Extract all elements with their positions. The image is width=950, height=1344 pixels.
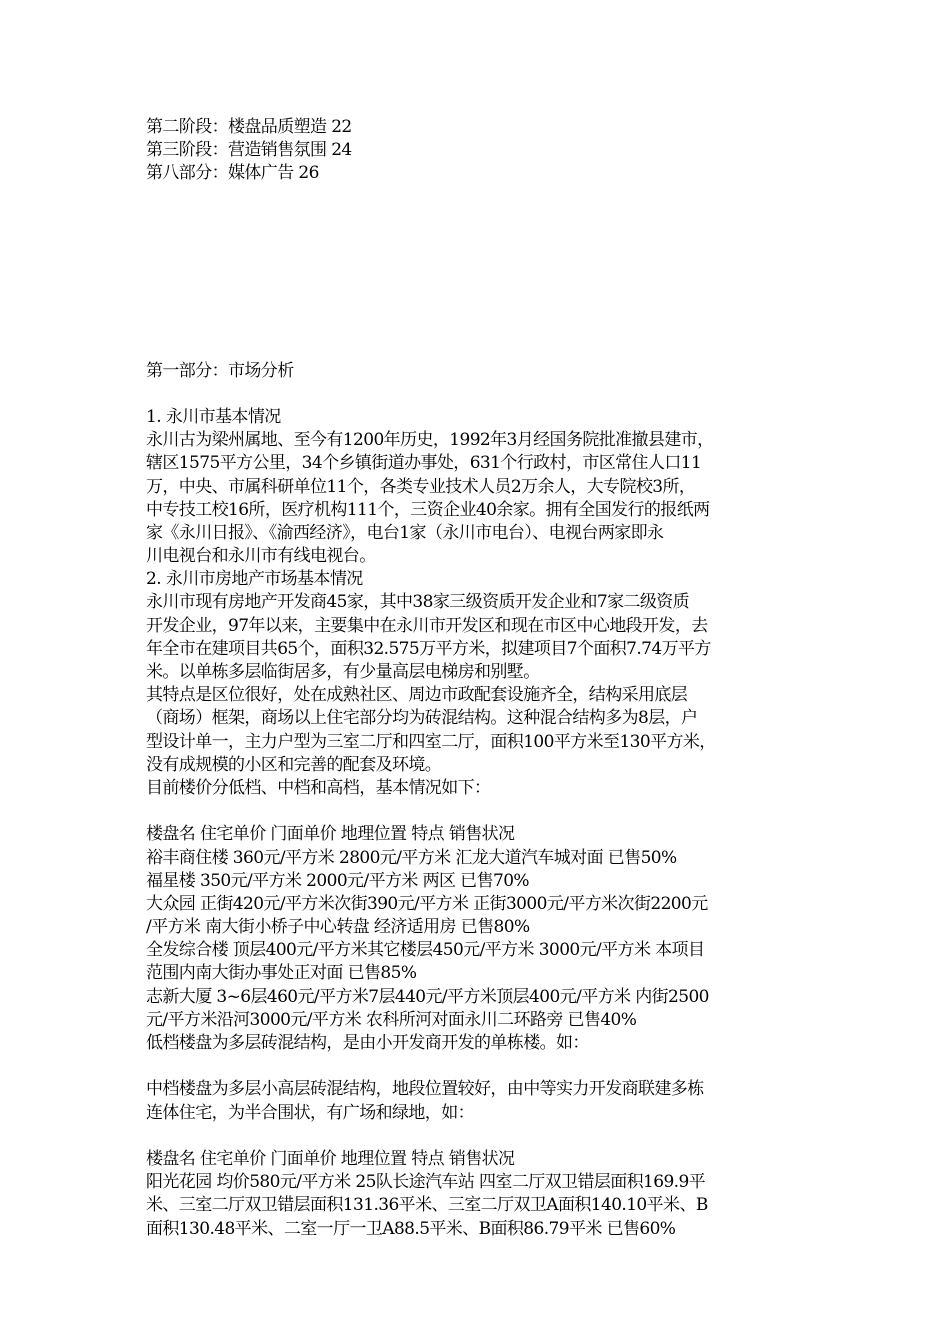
paragraph-line: 辖区1575平方公里，34个乡镇街道办事处，631个行政村，市区常住人口11 [146,453,702,474]
toc-entry[interactable]: 第三阶段：营造销售氛围 24 [146,140,352,161]
table-row: 大众园 正街420元/平方米次街390元/平方米 正街3000元/平方米次街2200元 [146,893,708,914]
paragraph-line: 目前楼价分低档、中档和高档，基本情况如下： [146,777,491,798]
paragraph-line: 万，中央、市属科研单位11个，各类专业技术人员2万余人，大专院校3所， [146,476,696,497]
document-page [146,116,816,1241]
table-row: 米、三室二厅双卫错层面积131.36平米、三室二厅双卫A面积140.10平米、B [146,1195,708,1216]
paragraph-line: 没有成规模的小区和完善的配套及环境。 [146,754,442,775]
table-row: /平方米 南大街小桥子中心转盘 经济适用房 已售80% [146,917,530,938]
table-row: 面积130.48平米、二室一厅一卫A88.5平米、B面积86.79平米 已售60% [146,1218,676,1239]
table-row: 裕丰商住楼 360元/平方米 2800元/平方米 汇龙大道汽车城对面 已售50% [146,847,677,868]
paragraph-line: 永川古为梁州属地、至今有1200年历史，1992年3月经国务院批准撤县建市， [146,430,714,451]
paragraph-line: 家《永川日报》、《渝西经济》，电台1家（永川市电台）、电视台两家即永 [146,522,664,543]
table-row: 元/平方米沿河3000元/平方米 农科所河对面永川二环路旁 已售40% [146,1009,637,1030]
paragraph-line: （商场）框架，商场以上住宅部分均为砖混结构。这种混合结构多为8层，户 [146,708,698,729]
property-table-mid [146,1148,816,1241]
section-heading: 2. 永川市房地产市场基本情况 [146,569,363,590]
table-row: 阳光花园 均价580元/平方米 25队长途汽车站 四室二厅双卫错层面积169.9平 [146,1172,706,1193]
table-row: 志新大厦 3~6层460元/平方米7层440元/平方米顶层400元/平方米 内街2500 [146,986,709,1007]
property-table-low [146,823,816,1032]
paragraph-line: 米。以单栋多层临街居多，有少量高层电梯房和别墅。 [146,662,540,682]
paragraph-line: 开发企业，97年以来，主要集中在永川市开发区和现在市区中心地段开发，去 [146,615,708,636]
section-basic-info [146,406,816,568]
paragraph-line: 连体住宅，为半合围状，有广场和绿地，如： [146,1102,474,1123]
table-row: 范围内南大街办事处正对面 已售85% [146,963,417,984]
table-row: 福星楼 350元/平方米 2000元/平方米 两区 已售70% [146,870,529,891]
toc-entry[interactable]: 第二阶段：楼盘品质塑造 22 [146,117,352,137]
table-row: 全发综合楼 顶层400元/平方米其它楼层450元/平方米 3000元/平方米 本项目 [146,940,705,961]
paragraph-line: 中专技工校16所，医疗机构111个，三资企业40余家。拥有全国发行的报纸两 [146,499,710,520]
table-of-contents [146,116,816,186]
paragraph-line: 其特点是区位很好，处在成熟社区、周边市政配套设施齐全，结构采用底层 [146,685,688,706]
mid-grade-note [146,1078,816,1124]
section-real-estate-market [146,568,816,800]
section-heading: 1. 永川市基本情况 [146,406,281,427]
spacer [146,1125,816,1148]
table-header: 楼盘名 住宅单价 门面单价 地理位置 特点 销售状况 [146,1148,515,1169]
low-grade-note: 低档楼盘为多层砖混结构，是由小开发商开发的单栋楼。如： [146,1033,589,1053]
paragraph-line: 型设计单一，主力户型为三室二厅和四室二厅，面积100平方米至130平方米， [146,731,716,752]
paragraph-line: 中档楼盘为多层小高层砖混结构，地段位置较好，由中等实力开发商联建多栋 [146,1079,704,1100]
spacer [146,1055,816,1078]
spacer [146,800,816,823]
table-header: 楼盘名 住宅单价 门面单价 地理位置 特点 销售状况 [146,824,515,845]
paragraph-line: 川电视台和永川市有线电视台。 [146,546,376,567]
spacer [146,186,816,360]
part-title: 第一部分：市场分析 [146,360,294,381]
paragraph-line: 永川市现有房地产开发商45家，其中38家三级资质开发企业和7家二级资质 [146,592,690,613]
paragraph-line: 年全市在建项目共65个，面积32.575万平方米，拟建项目7个面积7.74万平方 [146,638,711,659]
spacer [146,383,816,406]
toc-entry[interactable]: 第八部分：媒体广告 26 [146,163,319,184]
